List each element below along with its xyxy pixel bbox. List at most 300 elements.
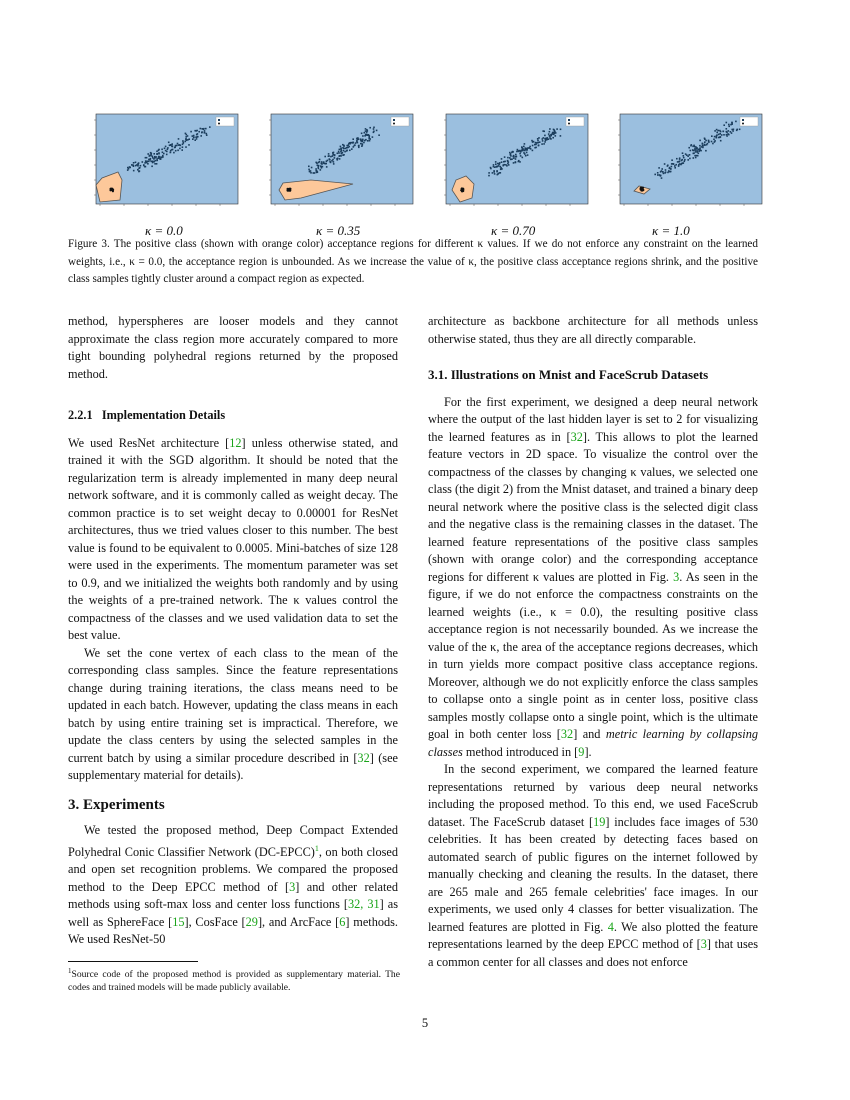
- negative-sample-point: [155, 160, 157, 162]
- negative-sample-point: [148, 161, 150, 163]
- negative-sample-point: [172, 145, 174, 147]
- citation-link[interactable]: 15: [172, 914, 185, 929]
- kappa-label: κ = 0.0: [145, 223, 183, 238]
- negative-sample-point: [185, 141, 187, 143]
- negative-sample-point: [163, 153, 165, 155]
- negative-sample-point: [358, 145, 360, 147]
- negative-sample-point: [349, 150, 351, 152]
- legend-swatch-positive: [568, 123, 570, 125]
- negative-sample-point: [506, 165, 508, 167]
- footnote-divider: [68, 961, 198, 962]
- negative-sample-point: [205, 128, 207, 130]
- negative-sample-point: [683, 155, 685, 157]
- negative-sample-point: [162, 156, 164, 158]
- negative-sample-point: [320, 165, 322, 167]
- negative-sample-point: [543, 143, 545, 145]
- negative-sample-point: [684, 159, 686, 161]
- negative-sample-point: [537, 140, 539, 142]
- negative-sample-point: [689, 158, 691, 160]
- negative-sample-point: [667, 172, 669, 174]
- negative-sample-point: [330, 162, 332, 164]
- negative-sample-point: [187, 135, 189, 137]
- paragraph: For the first experiment, we designed a deep neural network where the output of the last hidden layer is set to 2 for visualizing the learned features as in [32]. This allows to plot the learned feature vectors in 2D space. To visualize the control over the compactness of the classes by changing κ values, we selected one class (the digit 2) from the Mnist dataset, and trained a binary deep neural network where the positive class is the selected digit class and the negative class is the remaining classes in the dataset. The learned feature representations of the positive class samples (shown with orange color) and the corresponding acceptance regions for different κ values are plotted in Fig. 3. As seen in the figure, if we do not enforce the compactness constraints on the learned weights (i.e., κ = 0.0), the resulting positive class acceptance region is not necessarily bounded. As we increase the value of the κ, the area of the acceptance regions decreases, which in turn yields more compact positive class acceptance regions. Moreover, although we do not explicitly enforce the class samples to collapse onto a single point as in center loss, positive class samples mostly collapse onto a single point, which is the ultimate goal in both center loss [32] and metric learning by collapsing classes method introduced in [9].: [428, 394, 759, 759]
- negative-sample-point: [726, 135, 728, 137]
- negative-sample-point: [670, 171, 672, 173]
- negative-sample-point: [339, 155, 341, 157]
- negative-sample-point: [171, 143, 173, 145]
- negative-sample-point: [696, 150, 698, 152]
- negative-sample-point: [143, 164, 145, 166]
- negative-sample-point: [663, 173, 665, 175]
- negative-sample-point: [156, 153, 158, 155]
- negative-sample-point: [538, 145, 540, 147]
- negative-sample-point: [721, 134, 723, 136]
- negative-sample-point: [702, 145, 704, 147]
- negative-sample-point: [188, 144, 190, 146]
- negative-sample-point: [145, 161, 147, 163]
- negative-sample-point: [165, 146, 167, 148]
- legend-box: [391, 117, 409, 126]
- negative-sample-point: [527, 154, 529, 156]
- negative-sample-point: [355, 142, 357, 144]
- negative-sample-point: [160, 158, 162, 160]
- negative-sample-point: [344, 151, 346, 153]
- negative-sample-point: [179, 144, 181, 146]
- negative-sample-point: [515, 158, 517, 160]
- negative-sample-point: [704, 141, 706, 143]
- negative-sample-point: [343, 148, 345, 150]
- negative-sample-point: [493, 170, 495, 172]
- negative-sample-point: [531, 140, 533, 142]
- negative-sample-point: [507, 160, 509, 162]
- legend-swatch-negative: [218, 119, 220, 121]
- negative-sample-point: [349, 143, 351, 145]
- negative-sample-point: [315, 162, 317, 164]
- negative-sample-point: [156, 163, 158, 165]
- negative-sample-point: [548, 133, 550, 135]
- negative-sample-point: [197, 136, 199, 138]
- negative-sample-point: [658, 167, 660, 169]
- negative-sample-point: [657, 172, 659, 174]
- negative-sample-point: [334, 157, 336, 159]
- negative-sample-point: [686, 154, 688, 156]
- negative-sample-point: [555, 135, 557, 137]
- negative-sample-point: [695, 157, 697, 159]
- negative-sample-point: [178, 138, 180, 140]
- negative-sample-point: [204, 132, 206, 134]
- negative-sample-point: [512, 151, 514, 153]
- negative-sample-point: [333, 161, 335, 163]
- negative-sample-point: [376, 130, 378, 132]
- negative-sample-point: [310, 172, 312, 174]
- negative-sample-point: [332, 155, 334, 157]
- negative-sample-point: [679, 160, 681, 162]
- panel-kappa-0-35: [263, 110, 419, 214]
- negative-sample-point: [699, 147, 701, 149]
- negative-sample-point: [712, 143, 714, 145]
- negative-sample-point: [333, 152, 335, 154]
- negative-sample-point: [669, 167, 671, 169]
- negative-sample-point: [675, 164, 677, 166]
- negative-sample-point: [137, 163, 139, 165]
- negative-sample-point: [361, 133, 363, 135]
- figure-3: [88, 110, 768, 218]
- negative-sample-point: [726, 122, 728, 124]
- negative-sample-point: [501, 161, 503, 163]
- negative-sample-point: [193, 137, 195, 139]
- negative-sample-point: [343, 150, 345, 152]
- negative-sample-point: [537, 138, 539, 140]
- negative-sample-point: [168, 142, 170, 144]
- negative-sample-point: [723, 131, 725, 133]
- figure-link[interactable]: 4: [607, 919, 614, 934]
- negative-sample-point: [319, 159, 321, 161]
- negative-sample-point: [332, 154, 334, 156]
- negative-sample-point: [321, 167, 323, 169]
- negative-sample-point: [195, 136, 197, 138]
- negative-sample-point: [150, 155, 152, 157]
- negative-sample-point: [488, 175, 490, 177]
- negative-sample-point: [690, 150, 692, 152]
- negative-sample-point: [373, 127, 375, 129]
- negative-sample-point: [497, 174, 499, 176]
- panel-kappa-0-0: [88, 110, 244, 214]
- citation-link[interactable]: 12: [229, 435, 242, 450]
- negative-sample-point: [496, 171, 498, 173]
- negative-sample-point: [360, 143, 362, 145]
- negative-sample-point: [547, 138, 549, 140]
- negative-sample-point: [492, 172, 494, 174]
- negative-sample-point: [147, 153, 149, 155]
- negative-sample-point: [346, 150, 348, 152]
- negative-sample-point: [518, 161, 520, 163]
- negative-sample-point: [679, 157, 681, 159]
- negative-sample-point: [158, 156, 160, 158]
- negative-sample-point: [726, 131, 728, 133]
- negative-sample-point: [338, 152, 340, 154]
- negative-sample-point: [718, 134, 720, 136]
- negative-sample-point: [541, 143, 543, 145]
- negative-sample-point: [204, 130, 206, 132]
- negative-sample-point: [665, 169, 667, 171]
- figure-link[interactable]: 3: [673, 569, 680, 584]
- negative-sample-point: [699, 150, 701, 152]
- negative-sample-point: [687, 159, 689, 161]
- negative-sample-point: [539, 141, 541, 143]
- legend-swatch-negative: [568, 119, 570, 121]
- negative-sample-point: [341, 153, 343, 155]
- negative-sample-point: [193, 135, 195, 137]
- negative-sample-point: [354, 144, 356, 146]
- negative-sample-point: [147, 163, 149, 165]
- negative-sample-point: [161, 149, 163, 151]
- negative-sample-point: [339, 149, 341, 151]
- negative-sample-point: [515, 154, 517, 156]
- negative-sample-point: [513, 155, 515, 157]
- citation-link[interactable]: 32: [560, 727, 574, 741]
- negative-sample-point: [693, 157, 695, 159]
- negative-sample-point: [192, 138, 194, 140]
- negative-sample-point: [529, 146, 531, 148]
- negative-sample-point: [369, 140, 371, 142]
- negative-sample-point: [731, 132, 733, 134]
- negative-sample-point: [156, 160, 158, 162]
- negative-sample-point: [365, 130, 367, 132]
- citation-link[interactable]: 9: [578, 744, 585, 759]
- negative-sample-point: [530, 148, 532, 150]
- negative-sample-point: [513, 162, 515, 164]
- negative-sample-point: [732, 130, 734, 132]
- negative-sample-point: [731, 129, 733, 131]
- negative-sample-point: [173, 152, 175, 154]
- negative-sample-point: [687, 155, 689, 157]
- negative-sample-point: [337, 153, 339, 155]
- negative-sample-point: [520, 151, 522, 153]
- negative-sample-point: [132, 164, 134, 166]
- legend-box: [566, 117, 584, 126]
- scatter-plot: [88, 110, 244, 214]
- negative-sample-point: [378, 134, 380, 136]
- negative-sample-point: [158, 152, 160, 154]
- negative-sample-point: [701, 146, 703, 148]
- negative-sample-point: [206, 134, 208, 136]
- negative-sample-point: [542, 140, 544, 142]
- negative-sample-point: [127, 169, 129, 171]
- negative-sample-point: [488, 172, 490, 174]
- citation-link[interactable]: 3: [289, 879, 296, 894]
- paragraph: We set the cone vertex of each class to the mean of the corresponding class samples. Since the feature representations change during training iterations, the class means need to be updated in each batch. However, updating the class means in each batch by using entire training set is impractical. Therefore, we update the class centers by using the selected samples in the current batch by using a similar procedure described in [32] (see supplementary material for details).: [68, 645, 398, 782]
- negative-sample-point: [708, 140, 710, 142]
- paragraph: We used ResNet architecture [12] unless otherwise stated, and trained it with the SGD algorithm. It should be noted that the regularization term is already implemented in many deep neural network software, and it is commonly called as weight decay. The common practice is to set weight decay to 0.00001 for ResNet architectures, thus we tried values closer to this number. The best value is found to be equivalent to 0.0005. Mini-batches of size 128 were used in the experiments. The momentum parameter was set to 0.9, and we initialized the weights both randomly and by using the weights of a pre-trained network. The κ values control the compactness of the classes and we used validation data to set the best value.: [68, 435, 398, 642]
- negative-sample-point: [664, 163, 666, 165]
- negative-sample-point: [707, 143, 709, 145]
- negative-sample-point: [500, 167, 502, 169]
- negative-sample-point: [206, 133, 208, 135]
- negative-sample-point: [498, 164, 500, 166]
- negative-sample-point: [516, 156, 518, 158]
- negative-sample-point: [549, 128, 551, 130]
- section-heading: 3. Experiments: [68, 796, 165, 813]
- negative-sample-point: [676, 158, 678, 160]
- negative-sample-point: [368, 134, 370, 136]
- positive-sample-point: [288, 189, 290, 191]
- negative-sample-point: [544, 141, 546, 143]
- negative-sample-point: [523, 146, 525, 148]
- negative-sample-point: [692, 149, 694, 151]
- negative-sample-point: [351, 148, 353, 150]
- negative-sample-point: [340, 151, 342, 153]
- negative-sample-point: [716, 132, 718, 134]
- figure-caption: Figure 3. The positive class (shown with orange color) acceptance regions for different κ values. If we do not enforce any constraint on the learned weights, i.e., κ = 0.0, the acceptance region is unbounded. As we increase the value of κ, the positive class acceptance regions shrink, and the positive class samples tightly cluster around a compact region as expected.: [68, 238, 758, 285]
- negative-sample-point: [497, 166, 499, 168]
- negative-sample-point: [364, 140, 366, 142]
- negative-sample-point: [367, 140, 369, 142]
- citation-link[interactable]: 32, 31: [347, 897, 380, 912]
- negative-sample-point: [150, 161, 152, 163]
- negative-sample-point: [177, 143, 179, 145]
- citation-link[interactable]: 6: [339, 914, 346, 929]
- negative-sample-point: [493, 166, 495, 168]
- negative-sample-point: [697, 155, 699, 157]
- citation-link[interactable]: 29: [245, 914, 258, 929]
- negative-sample-point: [553, 129, 555, 131]
- negative-sample-point: [177, 150, 179, 152]
- negative-sample-point: [133, 162, 135, 164]
- left-column: [68, 313, 398, 949]
- negative-sample-point: [528, 147, 530, 149]
- negative-sample-point: [728, 126, 730, 128]
- negative-sample-point: [201, 132, 203, 134]
- negative-sample-point: [325, 163, 327, 165]
- negative-sample-point: [716, 137, 718, 139]
- citation-link[interactable]: 32: [570, 429, 583, 444]
- negative-sample-point: [508, 164, 510, 166]
- negative-sample-point: [345, 148, 347, 150]
- negative-sample-point: [365, 128, 367, 130]
- negative-sample-point: [678, 165, 680, 167]
- negative-sample-point: [185, 138, 187, 140]
- negative-sample-point: [657, 174, 659, 176]
- negative-sample-point: [525, 149, 527, 151]
- negative-sample-point: [509, 157, 511, 159]
- kappa-label: κ = 0.35: [316, 223, 361, 238]
- negative-sample-point: [674, 165, 676, 167]
- negative-sample-point: [192, 135, 194, 137]
- negative-sample-point: [693, 145, 695, 147]
- negative-sample-point: [716, 135, 718, 137]
- negative-sample-point: [723, 134, 725, 136]
- negative-sample-point: [535, 147, 537, 149]
- negative-sample-point: [532, 150, 534, 152]
- negative-sample-point: [331, 160, 333, 162]
- negative-sample-point: [719, 133, 721, 135]
- negative-sample-point: [684, 161, 686, 163]
- negative-sample-point: [340, 146, 342, 148]
- negative-sample-point: [728, 134, 730, 136]
- negative-sample-point: [352, 142, 354, 144]
- negative-sample-point: [544, 135, 546, 137]
- positive-sample-point: [462, 189, 464, 191]
- legend-swatch-negative: [393, 119, 395, 121]
- negative-sample-point: [711, 135, 713, 137]
- negative-sample-point: [714, 130, 716, 132]
- negative-sample-point: [138, 167, 140, 169]
- negative-sample-point: [353, 146, 355, 148]
- negative-sample-point: [181, 149, 183, 151]
- negative-sample-point: [154, 163, 156, 165]
- negative-sample-point: [317, 164, 319, 166]
- negative-sample-point: [671, 159, 673, 161]
- negative-sample-point: [510, 155, 512, 157]
- negative-sample-point: [736, 130, 738, 132]
- negative-sample-point: [662, 171, 664, 173]
- scatter-plot: [263, 110, 419, 214]
- negative-sample-point: [153, 161, 155, 163]
- negative-sample-point: [714, 140, 716, 142]
- negative-sample-point: [714, 136, 716, 138]
- negative-sample-point: [357, 137, 359, 139]
- negative-sample-point: [366, 129, 368, 131]
- negative-sample-point: [131, 164, 133, 166]
- negative-sample-point: [524, 150, 526, 152]
- negative-sample-point: [179, 148, 181, 150]
- negative-sample-point: [552, 137, 554, 139]
- legend-swatch-positive: [742, 123, 744, 125]
- negative-sample-point: [175, 145, 177, 147]
- negative-sample-point: [704, 144, 706, 146]
- citation-link[interactable]: 19: [593, 814, 606, 829]
- negative-sample-point: [667, 165, 669, 167]
- negative-sample-point: [735, 121, 737, 123]
- negative-sample-point: [156, 151, 158, 153]
- subsection-heading: 3.1. Illustrations on Mnist and FaceScrub Datasets: [428, 367, 709, 382]
- negative-sample-point: [135, 165, 137, 167]
- negative-sample-point: [167, 148, 169, 150]
- negative-sample-point: [494, 173, 496, 175]
- negative-sample-point: [336, 158, 338, 160]
- negative-sample-point: [661, 177, 663, 179]
- citation-link[interactable]: 3: [700, 937, 707, 951]
- negative-sample-point: [513, 157, 515, 159]
- negative-sample-point: [340, 149, 342, 151]
- negative-sample-point: [197, 133, 199, 135]
- negative-sample-point: [369, 127, 371, 129]
- negative-sample-point: [671, 166, 673, 168]
- negative-sample-point: [504, 156, 506, 158]
- footnote-link[interactable]: 1: [314, 843, 319, 853]
- negative-sample-point: [198, 131, 200, 133]
- negative-sample-point: [543, 131, 545, 133]
- negative-sample-point: [182, 146, 184, 148]
- negative-sample-point: [311, 167, 313, 169]
- negative-sample-point: [678, 164, 680, 166]
- right-column: [428, 313, 758, 971]
- negative-sample-point: [129, 167, 131, 169]
- negative-sample-point: [532, 145, 534, 147]
- negative-sample-point: [699, 145, 701, 147]
- negative-sample-point: [519, 161, 521, 163]
- negative-sample-point: [158, 150, 160, 152]
- negative-sample-point: [368, 137, 370, 139]
- citation-link[interactable]: 32: [357, 750, 370, 765]
- negative-sample-point: [373, 131, 375, 133]
- negative-sample-point: [343, 145, 345, 147]
- negative-sample-point: [549, 131, 551, 133]
- negative-sample-point: [556, 128, 558, 130]
- negative-sample-point: [170, 144, 172, 146]
- negative-sample-point: [183, 142, 185, 144]
- negative-sample-point: [682, 152, 684, 154]
- negative-sample-point: [339, 158, 341, 160]
- negative-sample-point: [187, 139, 189, 141]
- negative-sample-point: [313, 172, 315, 174]
- negative-sample-point: [188, 138, 190, 140]
- negative-sample-point: [499, 162, 501, 164]
- negative-sample-point: [720, 140, 722, 142]
- negative-sample-point: [315, 168, 317, 170]
- negative-sample-point: [693, 153, 695, 155]
- negative-sample-point: [689, 154, 691, 156]
- negative-sample-point: [510, 159, 512, 161]
- negative-sample-point: [677, 161, 679, 163]
- footnote: $^1$Source code of the proposed method is provided as supplementary material. The codes and trained models will be made publicly available.: [68, 967, 400, 994]
- negative-sample-point: [358, 147, 360, 149]
- negative-sample-point: [739, 129, 741, 131]
- negative-sample-point: [152, 162, 154, 164]
- negative-sample-point: [493, 164, 495, 166]
- negative-sample-point: [731, 123, 733, 125]
- negative-sample-point: [166, 151, 168, 153]
